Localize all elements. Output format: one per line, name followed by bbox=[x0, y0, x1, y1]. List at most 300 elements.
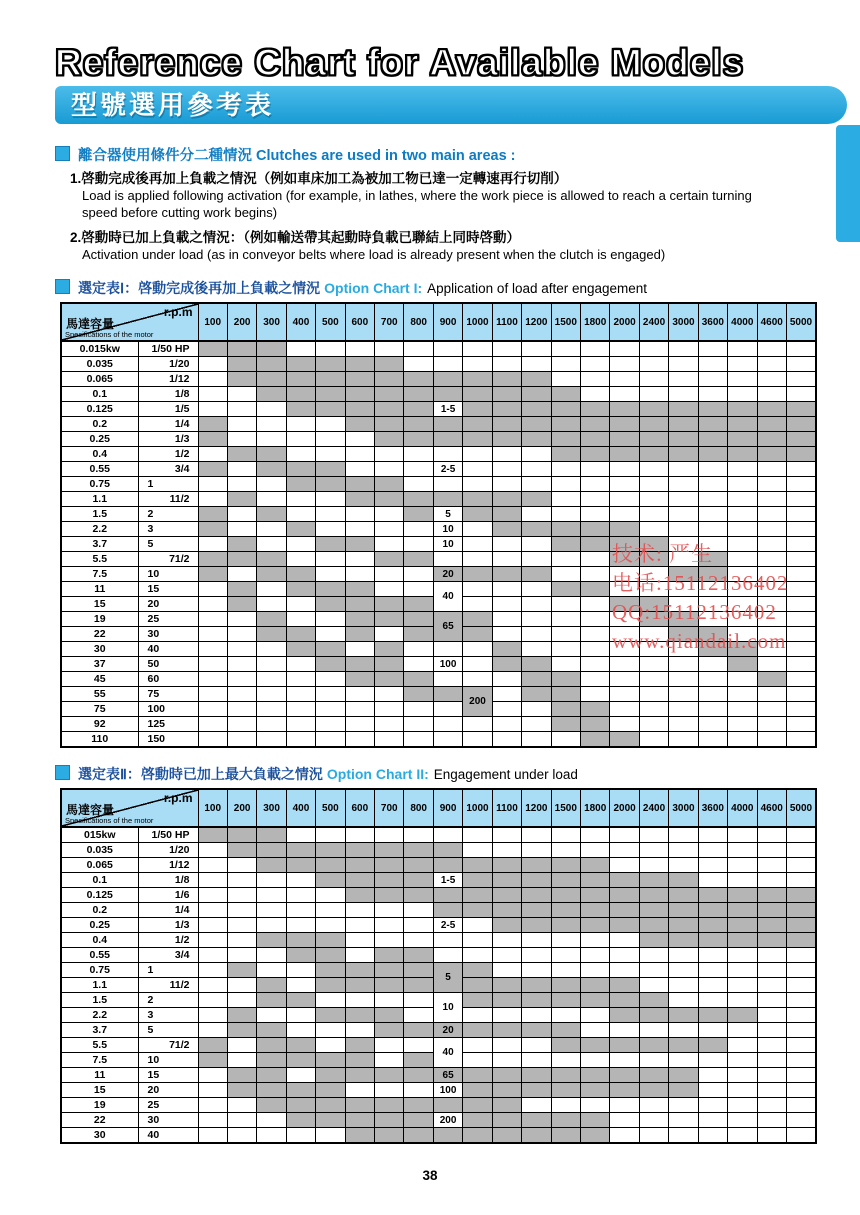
grid-cell bbox=[257, 387, 286, 402]
grid-cell bbox=[492, 387, 521, 402]
square-bullet-icon bbox=[55, 765, 70, 780]
grid-cell bbox=[669, 522, 698, 537]
grid-cell bbox=[522, 1128, 551, 1144]
grid-cell bbox=[522, 1098, 551, 1113]
grid-cell bbox=[698, 341, 727, 357]
grid-cell bbox=[316, 1068, 345, 1083]
grid-cell bbox=[757, 978, 786, 993]
grid-cell bbox=[375, 717, 404, 732]
grid-cell bbox=[227, 341, 256, 357]
grid-cell bbox=[580, 827, 609, 843]
grid-cell bbox=[698, 477, 727, 492]
grid-cell bbox=[610, 627, 639, 642]
grid-cell bbox=[757, 357, 786, 372]
grid-cell bbox=[375, 341, 404, 357]
grid-cell bbox=[551, 1068, 580, 1083]
grid-cell bbox=[580, 552, 609, 567]
grid-cell bbox=[404, 903, 433, 918]
grid-cell bbox=[286, 903, 315, 918]
grid-cell bbox=[345, 978, 374, 993]
grid-cell bbox=[257, 537, 286, 552]
grid-cell bbox=[227, 978, 256, 993]
grid-cell bbox=[316, 507, 345, 522]
grid-cell bbox=[433, 447, 462, 462]
grid-cell bbox=[227, 357, 256, 372]
table-row bbox=[61, 993, 816, 1008]
grid-cell bbox=[257, 933, 286, 948]
grid-cell bbox=[227, 687, 256, 702]
grid-cell bbox=[433, 552, 462, 567]
option-chart-2-table bbox=[60, 788, 817, 1144]
grid-cell bbox=[698, 1098, 727, 1113]
grid-cell bbox=[757, 507, 786, 522]
grid-cell bbox=[522, 702, 551, 717]
grid-cell bbox=[698, 447, 727, 462]
grid-cell bbox=[580, 1053, 609, 1068]
grid-cell bbox=[551, 903, 580, 918]
watermark-line: www.qiandail.com bbox=[612, 629, 787, 653]
grid-cell bbox=[728, 597, 757, 612]
grid-cell bbox=[757, 702, 786, 717]
grid-cell bbox=[492, 341, 521, 357]
grid-cell bbox=[669, 552, 698, 567]
grid-cell bbox=[639, 372, 668, 387]
grid-cell bbox=[257, 1098, 286, 1113]
grid-cell: 65 bbox=[433, 1068, 462, 1083]
grid-cell bbox=[580, 1113, 609, 1128]
grid-cell bbox=[698, 462, 727, 477]
grid-cell bbox=[227, 387, 256, 402]
grid-cell bbox=[463, 447, 492, 462]
grid-cell bbox=[669, 903, 698, 918]
grid-cell bbox=[610, 1008, 639, 1023]
motor-hp-cell: 30 bbox=[138, 627, 198, 642]
grid-cell bbox=[227, 1098, 256, 1113]
grid-cell bbox=[669, 462, 698, 477]
grid-cell bbox=[375, 948, 404, 963]
grid-cell bbox=[404, 888, 433, 903]
grid-cell bbox=[286, 873, 315, 888]
grid-cell bbox=[580, 462, 609, 477]
grid-cell bbox=[669, 507, 698, 522]
grid-cell bbox=[580, 978, 609, 993]
grid-cell bbox=[404, 933, 433, 948]
rpm-column-header: 1000 bbox=[463, 303, 492, 341]
grid-cell bbox=[757, 612, 786, 627]
motor-hp-cell: 15 bbox=[138, 1068, 198, 1083]
grid-cell bbox=[198, 873, 227, 888]
rpm-column-header: 1000 bbox=[463, 789, 492, 827]
grid-cell bbox=[404, 597, 433, 612]
grid-cell bbox=[375, 1023, 404, 1038]
grid-cell bbox=[492, 402, 521, 417]
grid-cell bbox=[551, 402, 580, 417]
grid-cell bbox=[580, 582, 609, 597]
grid-cell bbox=[433, 387, 462, 402]
grid-cell bbox=[757, 492, 786, 507]
grid-cell: 40 bbox=[433, 582, 462, 612]
grid-cell bbox=[227, 948, 256, 963]
grid-cell bbox=[404, 1008, 433, 1023]
grid-cell bbox=[698, 1128, 727, 1144]
grid-cell bbox=[551, 612, 580, 627]
grid-cell bbox=[757, 642, 786, 657]
grid-cell bbox=[463, 507, 492, 522]
table-row bbox=[61, 732, 816, 748]
grid-cell bbox=[669, 477, 698, 492]
grid-cell bbox=[522, 507, 551, 522]
grid-cell bbox=[316, 627, 345, 642]
grid-cell: 5 bbox=[433, 963, 462, 993]
grid-cell bbox=[286, 492, 315, 507]
grid-cell bbox=[728, 702, 757, 717]
grid-cell bbox=[345, 672, 374, 687]
grid-cell bbox=[522, 567, 551, 582]
grid-cell bbox=[551, 717, 580, 732]
grid-cell bbox=[610, 402, 639, 417]
grid-cell bbox=[522, 1038, 551, 1053]
grid-cell bbox=[463, 387, 492, 402]
grid-cell bbox=[375, 627, 404, 642]
grid-cell bbox=[433, 357, 462, 372]
grid-cell bbox=[227, 612, 256, 627]
grid-cell bbox=[757, 933, 786, 948]
grid-cell bbox=[375, 447, 404, 462]
intro-heading bbox=[55, 144, 516, 165]
grid-cell bbox=[757, 432, 786, 447]
grid-cell bbox=[669, 858, 698, 873]
motor-kw-cell: 3.7 bbox=[61, 1023, 138, 1038]
chart-1-title-en: Application of load after engagement bbox=[427, 281, 648, 296]
grid-cell bbox=[639, 657, 668, 672]
grid-cell bbox=[492, 582, 521, 597]
grid-cell bbox=[522, 522, 551, 537]
grid-cell bbox=[639, 963, 668, 978]
grid-cell bbox=[463, 657, 492, 672]
grid-cell bbox=[639, 507, 668, 522]
grid-cell bbox=[257, 1038, 286, 1053]
grid-cell bbox=[345, 732, 374, 748]
grid-cell bbox=[639, 858, 668, 873]
grid-cell bbox=[404, 1083, 433, 1098]
grid-cell bbox=[669, 537, 698, 552]
grid-cell bbox=[786, 372, 816, 387]
usage-case-1-en-line2: speed before cutting work begins) bbox=[82, 205, 278, 220]
grid-cell bbox=[639, 993, 668, 1008]
grid-cell bbox=[198, 827, 227, 843]
motor-kw-cell: 45 bbox=[61, 672, 138, 687]
table-row bbox=[61, 827, 816, 843]
grid-cell bbox=[551, 657, 580, 672]
rpm-column-header: 3600 bbox=[698, 303, 727, 341]
grid-cell bbox=[257, 1053, 286, 1068]
grid-cell bbox=[257, 858, 286, 873]
grid-cell bbox=[345, 963, 374, 978]
grid-cell bbox=[404, 827, 433, 843]
grid-cell bbox=[551, 417, 580, 432]
grid-cell bbox=[757, 1098, 786, 1113]
grid-cell bbox=[375, 387, 404, 402]
grid-cell bbox=[286, 552, 315, 567]
grid-cell bbox=[463, 537, 492, 552]
grid-cell bbox=[639, 477, 668, 492]
grid-cell bbox=[345, 477, 374, 492]
grid-cell bbox=[610, 492, 639, 507]
grid-cell bbox=[433, 903, 462, 918]
grid-cell bbox=[639, 843, 668, 858]
grid-cell bbox=[522, 963, 551, 978]
grid-cell bbox=[786, 948, 816, 963]
grid-cell bbox=[286, 672, 315, 687]
motor-hp-cell: 75 bbox=[138, 687, 198, 702]
grid-cell bbox=[639, 732, 668, 748]
grid-cell bbox=[698, 1023, 727, 1038]
motor-hp-cell: 1/50 HP bbox=[138, 827, 198, 843]
grid-cell bbox=[639, 432, 668, 447]
motor-kw-cell: 19 bbox=[61, 612, 138, 627]
grid-cell bbox=[728, 462, 757, 477]
grid-cell bbox=[257, 372, 286, 387]
grid-cell bbox=[522, 993, 551, 1008]
grid-cell bbox=[580, 858, 609, 873]
grid-cell bbox=[522, 918, 551, 933]
rpm-column-header: 5000 bbox=[786, 789, 816, 827]
grid-cell bbox=[286, 597, 315, 612]
grid-cell bbox=[610, 993, 639, 1008]
grid-cell bbox=[522, 582, 551, 597]
grid-cell bbox=[316, 1098, 345, 1113]
grid-cell bbox=[198, 612, 227, 627]
grid-cell bbox=[345, 843, 374, 858]
grid-cell bbox=[257, 1128, 286, 1144]
table-row bbox=[61, 507, 816, 522]
grid-cell bbox=[669, 993, 698, 1008]
grid-cell bbox=[728, 993, 757, 1008]
grid-cell bbox=[757, 462, 786, 477]
grid-cell bbox=[404, 522, 433, 537]
grid-cell bbox=[227, 717, 256, 732]
grid-cell bbox=[463, 552, 492, 567]
grid-cell bbox=[786, 993, 816, 1008]
motor-hp-cell: 2 bbox=[138, 993, 198, 1008]
grid-cell bbox=[227, 597, 256, 612]
grid-cell bbox=[257, 402, 286, 417]
motor-kw-cell: 7.5 bbox=[61, 567, 138, 582]
grid-cell bbox=[580, 918, 609, 933]
grid-cell bbox=[316, 537, 345, 552]
grid-cell bbox=[345, 402, 374, 417]
grid-cell bbox=[492, 492, 521, 507]
watermark-line: 技术: 严生 bbox=[612, 542, 714, 566]
grid-cell bbox=[227, 888, 256, 903]
grid-cell bbox=[404, 1098, 433, 1113]
grid-cell bbox=[639, 1008, 668, 1023]
grid-cell bbox=[227, 1128, 256, 1144]
grid-cell bbox=[669, 672, 698, 687]
grid-cell bbox=[757, 341, 786, 357]
grid-cell bbox=[522, 537, 551, 552]
option-chart-2-heading bbox=[55, 764, 578, 784]
rpm-column-header: 3600 bbox=[698, 789, 727, 827]
motor-kw-cell: 75 bbox=[61, 702, 138, 717]
page-title: Reference Chart for Available Models bbox=[55, 42, 745, 83]
grid-cell bbox=[580, 963, 609, 978]
grid-cell bbox=[404, 447, 433, 462]
grid-cell bbox=[375, 827, 404, 843]
grid-cell bbox=[669, 963, 698, 978]
grid-cell bbox=[286, 402, 315, 417]
grid-cell: 20 bbox=[433, 567, 462, 582]
grid-cell bbox=[198, 1083, 227, 1098]
grid-cell bbox=[522, 903, 551, 918]
rpm-label: r.p.m bbox=[163, 791, 193, 805]
chart-1-title-zh: 選定表Ⅰ：啓動完成後再加上負載之情況 bbox=[78, 280, 321, 296]
grid-cell bbox=[492, 978, 521, 993]
grid-cell bbox=[286, 827, 315, 843]
grid-cell bbox=[639, 672, 668, 687]
grid-cell bbox=[463, 1053, 492, 1068]
grid-cell bbox=[286, 357, 315, 372]
grid-cell bbox=[728, 492, 757, 507]
grid-cell bbox=[757, 732, 786, 748]
grid-cell bbox=[463, 1113, 492, 1128]
grid-cell bbox=[257, 827, 286, 843]
grid-cell bbox=[257, 522, 286, 537]
grid-cell bbox=[551, 552, 580, 567]
grid-cell bbox=[698, 948, 727, 963]
grid-cell bbox=[757, 417, 786, 432]
grid-cell bbox=[698, 597, 727, 612]
grid-cell bbox=[404, 432, 433, 447]
grid-cell bbox=[728, 432, 757, 447]
grid-cell bbox=[669, 1008, 698, 1023]
grid-cell bbox=[728, 1053, 757, 1068]
grid-cell bbox=[610, 477, 639, 492]
grid-cell bbox=[610, 372, 639, 387]
usage-case-1-en-line1: Load is applied following activation (for example, in lathes, where the work piece is allowed to reach a certain turning bbox=[82, 188, 752, 203]
grid-cell bbox=[375, 567, 404, 582]
grid-cell bbox=[522, 873, 551, 888]
grid-cell bbox=[492, 1083, 521, 1098]
motor-kw-cell: 22 bbox=[61, 1113, 138, 1128]
grid-cell: 10 bbox=[433, 537, 462, 552]
rpm-column-header: 3000 bbox=[669, 303, 698, 341]
rpm-column-header: 2400 bbox=[639, 303, 668, 341]
grid-cell bbox=[639, 1128, 668, 1144]
grid-cell bbox=[580, 672, 609, 687]
motor-kw-cell: 37 bbox=[61, 657, 138, 672]
grid-cell bbox=[786, 1128, 816, 1144]
grid-cell bbox=[198, 918, 227, 933]
grid-cell bbox=[492, 1053, 521, 1068]
grid-cell bbox=[375, 1098, 404, 1113]
grid-cell bbox=[286, 372, 315, 387]
grid-cell bbox=[786, 417, 816, 432]
grid-cell bbox=[786, 462, 816, 477]
grid-cell bbox=[286, 417, 315, 432]
grid-cell bbox=[404, 582, 433, 597]
motor-hp-cell: 1/3 bbox=[138, 432, 198, 447]
grid-cell bbox=[198, 477, 227, 492]
grid-cell bbox=[345, 642, 374, 657]
grid-cell bbox=[698, 522, 727, 537]
grid-cell bbox=[757, 827, 786, 843]
grid-cell bbox=[522, 402, 551, 417]
grid-cell bbox=[257, 1083, 286, 1098]
grid-cell bbox=[786, 963, 816, 978]
grid-cell bbox=[286, 447, 315, 462]
motor-kw-cell: 5.5 bbox=[61, 1038, 138, 1053]
grid-cell bbox=[227, 1053, 256, 1068]
header-row bbox=[61, 303, 816, 341]
motor-hp-cell: 3/4 bbox=[138, 462, 198, 477]
grid-cell bbox=[433, 888, 462, 903]
grid-cell bbox=[286, 717, 315, 732]
grid-cell bbox=[786, 918, 816, 933]
page-number: 38 bbox=[422, 1168, 438, 1183]
grid-cell bbox=[286, 582, 315, 597]
table-row bbox=[61, 372, 816, 387]
grid-cell bbox=[698, 642, 727, 657]
grid-cell bbox=[257, 507, 286, 522]
table-row bbox=[61, 417, 816, 432]
grid-cell bbox=[375, 873, 404, 888]
grid-cell bbox=[786, 447, 816, 462]
grid-cell bbox=[639, 612, 668, 627]
grid-cell bbox=[669, 567, 698, 582]
grid-cell bbox=[433, 827, 462, 843]
grid-cell bbox=[492, 933, 521, 948]
chart-1-title-en-strong: Option Chart I: bbox=[324, 280, 423, 296]
grid-cell bbox=[728, 978, 757, 993]
grid-cell bbox=[198, 978, 227, 993]
motor-kw-cell: 0.125 bbox=[61, 888, 138, 903]
grid-cell bbox=[375, 963, 404, 978]
motor-hp-cell: 1/20 bbox=[138, 357, 198, 372]
grid-cell bbox=[786, 843, 816, 858]
grid-cell bbox=[639, 903, 668, 918]
grid-cell bbox=[669, 402, 698, 417]
grid-cell bbox=[345, 612, 374, 627]
grid-cell bbox=[286, 858, 315, 873]
grid-cell bbox=[492, 1098, 521, 1113]
grid-cell bbox=[551, 858, 580, 873]
grid-cell bbox=[257, 477, 286, 492]
grid-cell bbox=[610, 903, 639, 918]
grid-cell bbox=[757, 447, 786, 462]
grid-cell: 100 bbox=[433, 1083, 462, 1098]
grid-cell bbox=[698, 507, 727, 522]
grid-cell bbox=[286, 507, 315, 522]
motor-hp-cell: 20 bbox=[138, 1083, 198, 1098]
grid-cell bbox=[316, 462, 345, 477]
grid-cell bbox=[345, 357, 374, 372]
grid-cell bbox=[757, 1053, 786, 1068]
grid-cell: 1-5 bbox=[433, 873, 462, 888]
grid-cell bbox=[580, 843, 609, 858]
grid-cell bbox=[698, 827, 727, 843]
grid-cell bbox=[375, 843, 404, 858]
grid-cell bbox=[345, 597, 374, 612]
grid-cell bbox=[198, 687, 227, 702]
grid-cell bbox=[757, 672, 786, 687]
grid-cell bbox=[492, 1023, 521, 1038]
grid-cell bbox=[580, 522, 609, 537]
rpm-column-header: 500 bbox=[316, 789, 345, 827]
grid-cell bbox=[198, 522, 227, 537]
grid-cell bbox=[198, 552, 227, 567]
table-row bbox=[61, 1128, 816, 1144]
